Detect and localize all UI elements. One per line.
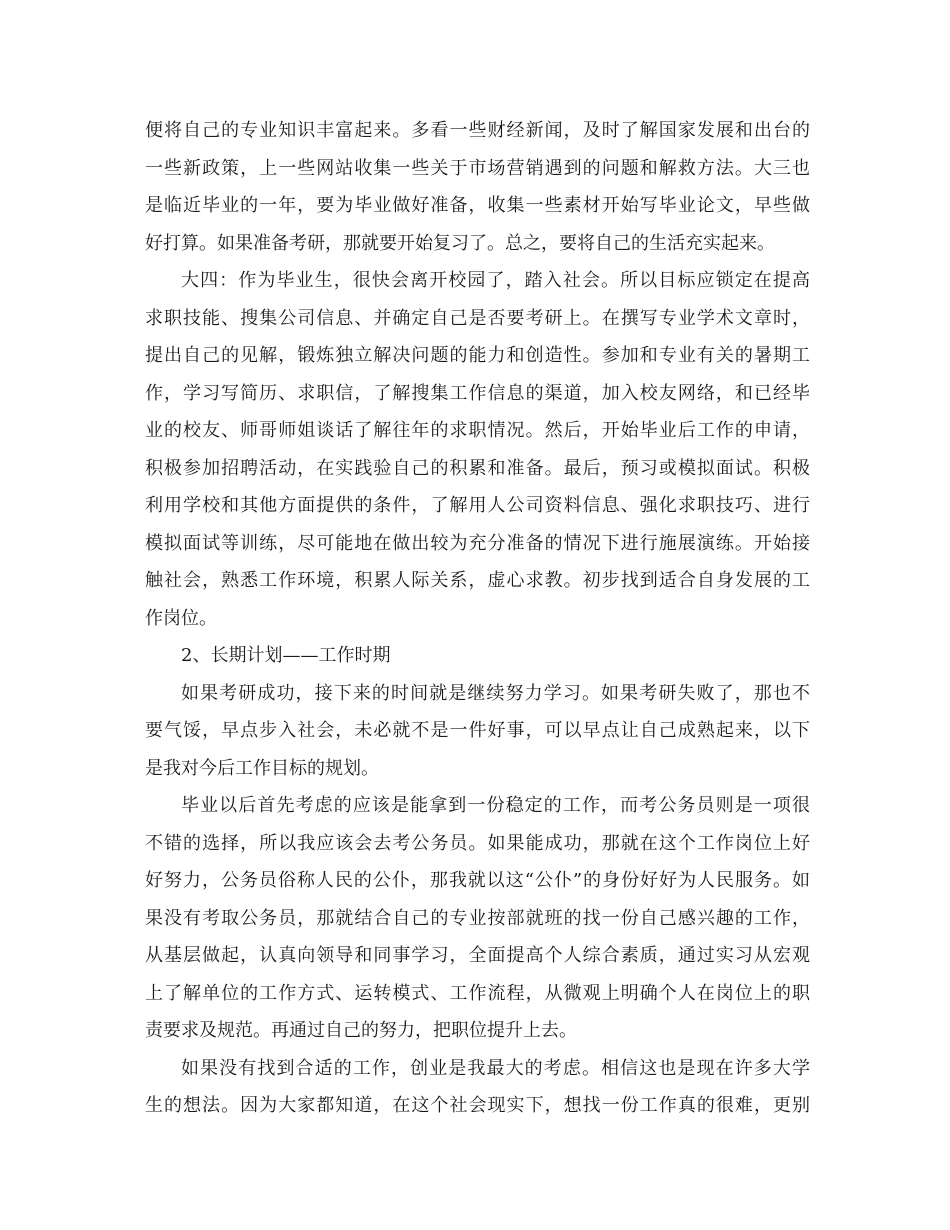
text-line: 便将自己的专业知识丰富起来。多看一些财经新闻，及时了解国家发展和出台的	[145, 120, 810, 141]
text-line: 积极参加招聘活动，在实践验自己的积累和准备。最后，预习或模拟面试。积极	[145, 457, 810, 479]
text-line: 上了解单位的工作方式、运转模式、工作流程，从微观上明确个人在岗位上的职	[145, 982, 810, 1004]
text-line: 触社会，熟悉工作环境，积累人际关系，虚心求教。初步找到适合自身发展的工	[145, 570, 810, 591]
text-line: 利用学校和其他方面提供的条件，了解用人公司资料信息、强化求职技巧、进行	[145, 495, 810, 516]
text-line: 好努力，公务员俗称人民的公仆，那我就以这“公仆”的身份好好为人民服务。如	[145, 870, 810, 891]
paragraph-first-line: 大四：作为毕业生，很快会离开校园了，踏入社会。所以目标应锁定在提高	[181, 270, 810, 291]
paragraph-first-line: 如果考研成功，接下来的时间就是继续努力学习。如果考研失败了，那也不	[181, 682, 810, 704]
text-line: 求职技能、搜集公司信息、并确定自己是否要考研上。在撰写专业学术文章时，	[145, 307, 810, 329]
paragraph-first-line: 如果没有找到合适的工作，创业是我最大的考虑。相信这也是现在许多大学	[181, 1057, 810, 1079]
text-line: 模拟面试等训练，尽可能地在做出较为充分准备的情况下进行施展演练。开始接	[145, 532, 810, 554]
text-line: 不错的选择，所以我应该会去考公务员。如果能成功，那就在这个工作岗位上好	[145, 832, 810, 854]
text-line: 是临近毕业的一年，要为毕业做好准备，收集一些素材开始写毕业论文，早些做	[145, 195, 810, 216]
document-body	[145, 112, 810, 1125]
text-line: 果没有考取公务员，那就结合自己的专业按部就班的找一份自己感兴趣的工作，	[145, 907, 810, 929]
text-line: 提出自己的见解，锻炼独立解决问题的能力和创造性。参加和专业有关的暑期工	[145, 345, 810, 366]
text-line: 业的校友、师哥师姐谈话了解往年的求职情况。然后，开始毕业后工作的申请，	[145, 420, 810, 441]
section-heading: 2、长期计划——工作时期	[181, 645, 391, 666]
text-line: 好打算。如果准备考研，那就要开始复习了。总之，要将自己的生活充实起来。	[145, 232, 775, 254]
text-line: 作岗位。	[145, 607, 217, 629]
text-line: 一些新政策，上一些网站收集一些关于市场营销遇到的问题和解救方法。大三也	[145, 157, 810, 179]
paragraph-first-line: 毕业以后首先考虑的应该是能拿到一份稳定的工作，而考公务员则是一项很	[181, 795, 810, 816]
text-line: 责要求及规范。再通过自己的努力，把职位提升上去。	[145, 1020, 577, 1041]
text-line: 要气馁，早点步入社会，未必就不是一件好事，可以早点让自己成熟起来，以下	[145, 720, 810, 741]
text-line: 生的想法。因为大家都知道，在这个社会现实下，想找一份工作真的很难，更别	[145, 1095, 810, 1116]
text-line: 作，学习写简历、求职信，了解搜集工作信息的渠道，加入校友网络，和已经毕	[145, 382, 810, 404]
text-line: 从基层做起，认真向领导和同事学习，全面提高个人综合素质，通过实习从宏观	[145, 945, 810, 966]
text-line: 是我对今后工作目标的规划。	[145, 757, 379, 779]
